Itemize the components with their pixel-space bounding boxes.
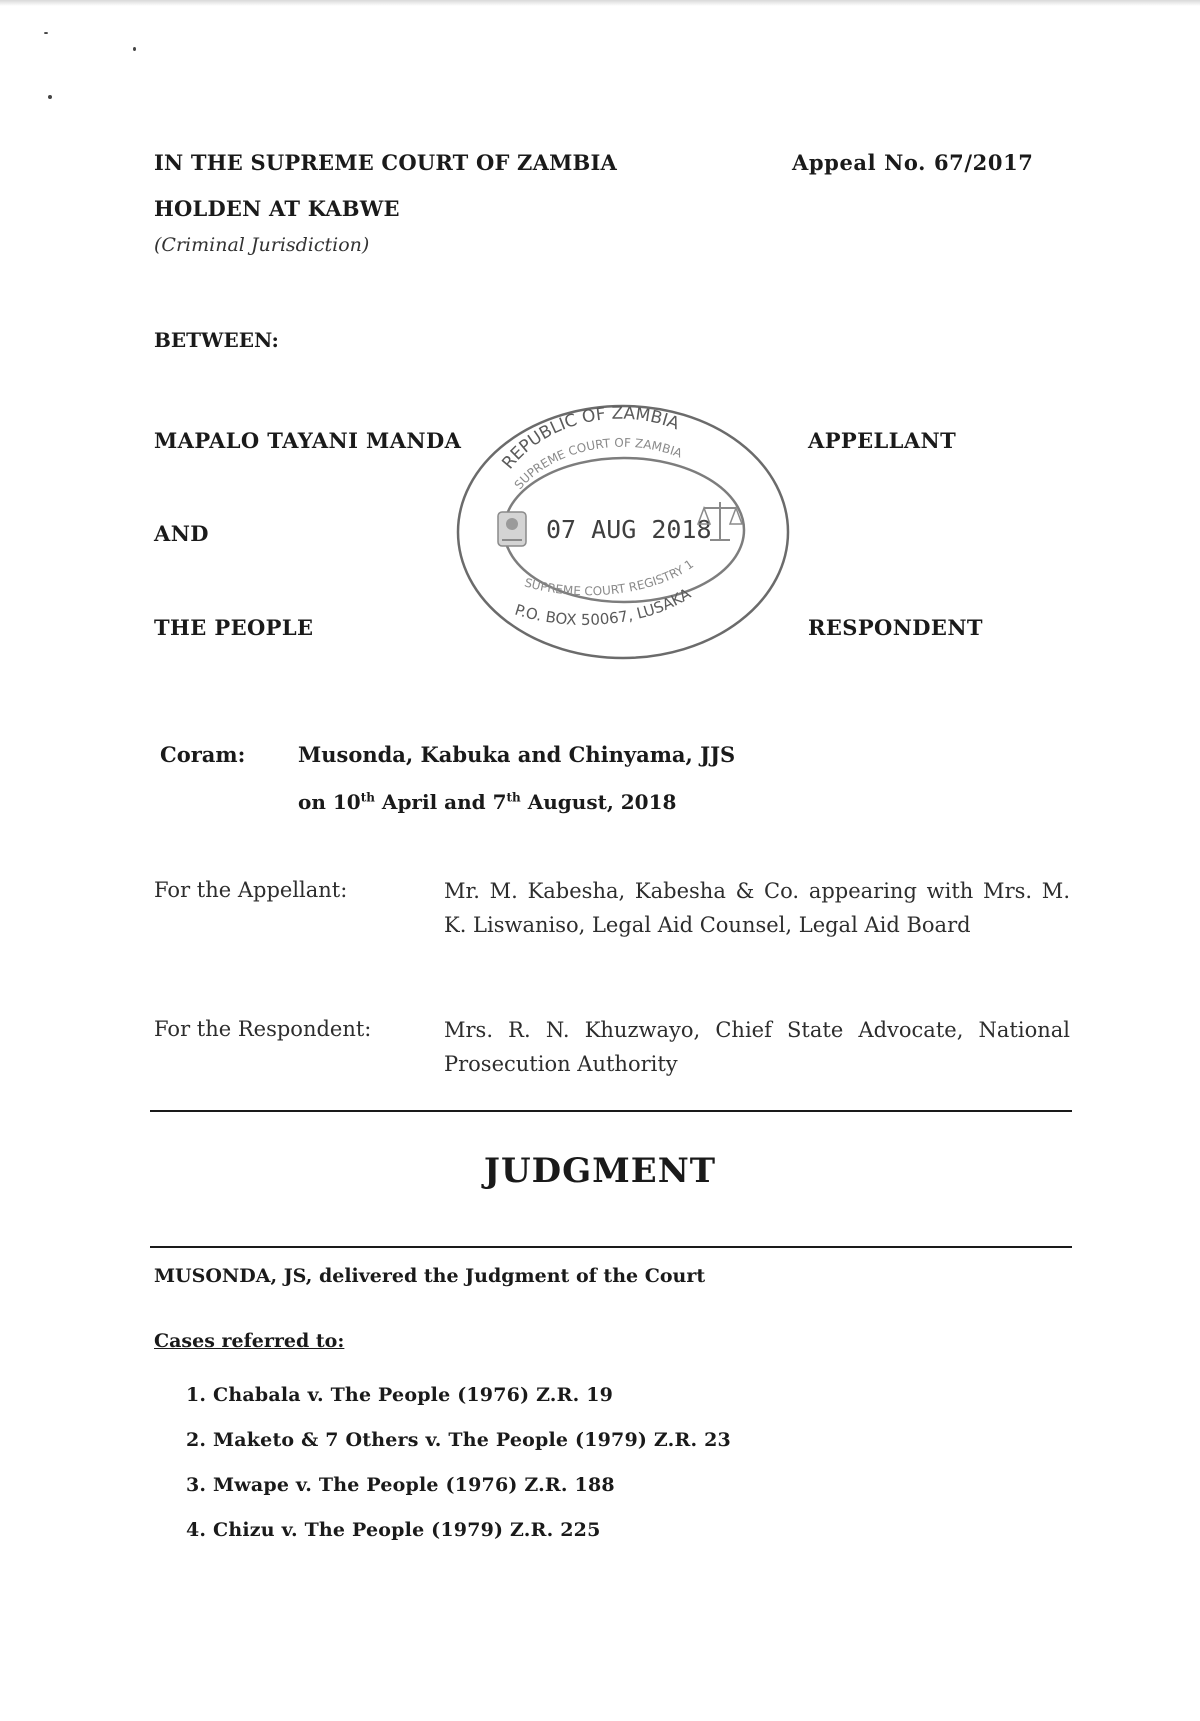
between-label: BETWEEN: (154, 328, 279, 352)
stamp-inner-top-text: SUPREME COURT OF ZAMBIA (511, 435, 685, 492)
case-item: 4. Chizu v. The People (1979) Z.R. 225 (186, 1519, 601, 1541)
scan-speck (133, 47, 136, 51)
respondent-name: THE PEOPLE (154, 615, 314, 640)
appellant-counsel-label: For the Appellant: (154, 878, 348, 902)
appellant-counsel-text: Mr. M. Kabesha, Kabesha & Co. appearing with Mrs. M. K. Liswaniso, Legal Aid Counsel, Legal Aid Board (444, 879, 1070, 937)
case-item: 3. Mwape v. The People (1976) Z.R. 188 (186, 1474, 615, 1496)
appellant-name: MAPALO TAYANI MANDA (154, 428, 462, 453)
respondent-role: RESPONDENT (808, 615, 983, 640)
stamp-date: 07 AUG 2018 (546, 515, 712, 544)
cases-heading: Cases referred to: (154, 1330, 345, 1352)
court-name: IN THE SUPREME COURT OF ZAMBIA (154, 150, 617, 175)
jurisdiction: (Criminal Jurisdiction) (154, 234, 370, 256)
coat-of-arms-icon (498, 512, 526, 546)
divider-top (150, 1110, 1072, 1112)
coram-date: on 10th April and 7th August, 2018 (298, 790, 677, 814)
judgment-title: JUDGMENT (483, 1151, 717, 1191)
and-label: AND (154, 521, 209, 546)
cases-list (186, 1373, 731, 1553)
respondent-counsel-text: Mrs. R. N. Khuzwayo, Chief State Advocate, National Prosecution Authority (444, 1018, 1070, 1076)
case-item: 1. Chabala v. The People (1976) Z.R. 19 (186, 1384, 614, 1406)
coram-judges: Musonda, Kabuka and Chinyama, JJS (298, 742, 736, 767)
delivered-by: MUSONDA, JS, delivered the Judgment of the Court (154, 1265, 706, 1287)
divider-bottom (150, 1246, 1072, 1248)
scan-speck (48, 95, 52, 99)
case-item: 2. Maketo & 7 Others v. The People (1979) Z.R. 23 (186, 1429, 731, 1451)
holden-at: HOLDEN AT KABWE (154, 196, 400, 221)
coram-label: Coram: (160, 742, 246, 767)
stamp-outer-bottom-text: P.O. BOX 50067, LUSAKA (512, 584, 694, 629)
scan-speck (44, 32, 48, 34)
appellant-role: APPELLANT (808, 428, 957, 453)
court-header (154, 140, 617, 256)
appeal-number: Appeal No. 67/2017 (792, 150, 1034, 175)
stamp-outer-top-text: REPUBLIC OF ZAMBIA (498, 403, 682, 474)
registry-stamp (448, 390, 794, 662)
respondent-counsel-label: For the Respondent: (154, 1017, 372, 1041)
stamp-inner-bottom-text: SUPREME COURT REGISTRY 1 (522, 556, 697, 599)
scan-edge (0, 0, 1200, 6)
